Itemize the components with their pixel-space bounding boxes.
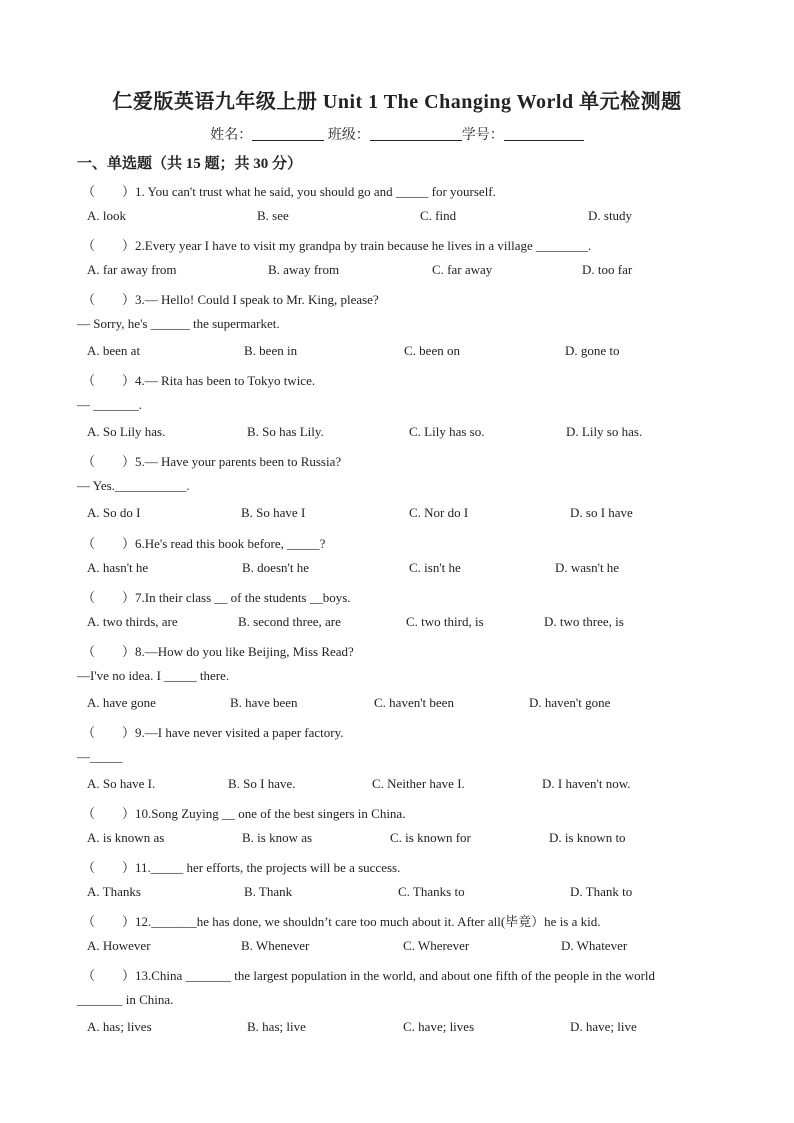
option-b[interactable]: B. been in <box>244 343 298 358</box>
question-stem: （ ）13.China _______ the largest population in the world, and about one fifth of the people in the world <box>82 965 655 984</box>
answer-paren[interactable]: （ <box>82 184 96 199</box>
question-stem: （ ）9.—I have never visited a paper factory. <box>82 722 344 741</box>
answer-paren[interactable]: （ <box>82 590 96 605</box>
option-c[interactable]: C. have; lives <box>403 1019 475 1034</box>
question-continuation: —I've no idea. I _____ there. <box>77 668 230 683</box>
option-a[interactable]: A. far away from <box>87 262 177 277</box>
option-d[interactable]: D. I haven't now. <box>542 776 631 791</box>
option-b[interactable]: B. So I have. <box>228 776 296 791</box>
option-d[interactable]: D. Thank to <box>570 884 633 899</box>
page-title: 仁爱版英语九年级上册 Unit 1 The Changing World 单元检测题 <box>112 91 682 113</box>
question-stem: （ ）8.—How do you like Beijing, Miss Read? <box>82 641 354 660</box>
option-b[interactable]: B. away from <box>268 262 340 277</box>
question-stem: （ ）11._____ her efforts, the projects will be a success. <box>82 857 400 876</box>
question-stem: （ ）12._______he has done, we shouldn’t care too much about it. After all(毕竟）he is a kid. <box>82 911 601 930</box>
question-continuation: — Sorry, he's ______ the supermarket. <box>77 316 280 331</box>
section-heading: 一、单选题（共 15 题；共 30 分） <box>77 156 303 172</box>
option-a[interactable]: A. However <box>87 938 151 953</box>
option-b[interactable]: B. see <box>257 208 289 223</box>
question-stem: （ ）2.Every year I have to visit my grandpa by train because he lives in a village ________. <box>82 235 591 254</box>
option-a[interactable]: A. So Lily has. <box>87 424 166 439</box>
option-d[interactable]: D. two three, is <box>544 614 624 629</box>
option-b[interactable]: B. have been <box>230 695 298 710</box>
option-b[interactable]: B. So have I <box>241 505 306 520</box>
name-label: 姓名： <box>210 128 253 143</box>
option-a[interactable]: A. have gone <box>87 695 156 710</box>
question-continuation: —_____ <box>77 749 123 764</box>
answer-paren[interactable]: （ <box>82 968 96 983</box>
answer-paren[interactable]: （ <box>82 292 96 307</box>
option-b[interactable]: B. So has Lily. <box>247 424 324 439</box>
option-b[interactable]: B. second three, are <box>238 614 341 629</box>
answer-paren[interactable]: （ <box>82 644 96 659</box>
option-a[interactable]: A. So do I <box>87 505 141 520</box>
answer-paren[interactable]: （ <box>82 860 96 875</box>
option-a[interactable]: A. Thanks <box>87 884 141 899</box>
question-continuation: _______ in China. <box>77 992 174 1007</box>
option-a[interactable]: A. hasn't he <box>87 560 149 575</box>
option-c[interactable]: C. two third, is <box>406 614 484 629</box>
answer-paren[interactable]: （ <box>82 536 96 551</box>
option-c[interactable]: C. far away <box>432 262 493 277</box>
option-c[interactable]: C. Wherever <box>403 938 470 953</box>
option-d[interactable]: D. too far <box>582 262 633 277</box>
answer-paren[interactable]: （ <box>82 238 96 253</box>
class-label: 班级： <box>327 128 370 143</box>
option-b[interactable]: B. Whenever <box>241 938 310 953</box>
option-d[interactable]: D. wasn't he <box>555 560 620 575</box>
question-stem: （ ）10.Song Zuying __ one of the best singers in China. <box>82 803 405 822</box>
option-a[interactable]: A. look <box>87 208 126 223</box>
option-d[interactable]: D. Lily so has. <box>566 424 643 439</box>
option-d[interactable]: D. Whatever <box>561 938 628 953</box>
answer-paren[interactable]: （ <box>82 725 96 740</box>
option-c[interactable]: C. isn't he <box>409 560 461 575</box>
option-c[interactable]: C. been on <box>404 343 460 358</box>
option-c[interactable]: C. Thanks to <box>398 884 465 899</box>
option-d[interactable]: D. have; live <box>570 1019 637 1034</box>
class-blank[interactable] <box>370 126 462 141</box>
question-stem: （ ）7.In their class __ of the students __boys. <box>82 587 351 606</box>
option-c[interactable]: C. Lily has so. <box>409 424 485 439</box>
option-d[interactable]: D. so I have <box>570 505 633 520</box>
question-stem: （ ）6.He's read this book before, _____? <box>82 533 325 552</box>
option-d[interactable]: D. study <box>588 208 633 223</box>
option-c[interactable]: C. is known for <box>390 830 471 845</box>
question-continuation: — Yes.___________. <box>77 478 190 493</box>
option-a[interactable]: A. So have I. <box>87 776 156 791</box>
question-stem: （ ）4.— Rita has been to Tokyo twice. <box>82 370 315 389</box>
question-stem: （ ）3.— Hello! Could I speak to Mr. King, please? <box>82 289 379 308</box>
answer-paren[interactable]: （ <box>82 914 96 929</box>
option-d[interactable]: D. is known to <box>549 830 626 845</box>
option-b[interactable]: B. doesn't he <box>242 560 309 575</box>
question-continuation: — _______. <box>77 397 142 412</box>
option-c[interactable]: C. find <box>420 208 457 223</box>
option-a[interactable]: A. two thirds, are <box>87 614 178 629</box>
name-blank[interactable] <box>252 126 324 141</box>
id-label: 学号： <box>461 128 504 143</box>
option-b[interactable]: B. Thank <box>244 884 293 899</box>
question-stem: （ ）5.— Have your parents been to Russia? <box>82 451 341 470</box>
id-blank[interactable] <box>504 126 584 141</box>
student-info <box>0 124 794 144</box>
option-d[interactable]: D. haven't gone <box>529 695 611 710</box>
option-a[interactable]: A. is known as <box>87 830 165 845</box>
option-c[interactable]: C. haven't been <box>374 695 454 710</box>
option-d[interactable]: D. gone to <box>565 343 620 358</box>
option-a[interactable]: A. has; lives <box>87 1019 152 1034</box>
option-b[interactable]: B. has; live <box>247 1019 306 1034</box>
answer-paren[interactable]: （ <box>82 373 96 388</box>
question-stem: （ ）1. You can't trust what he said, you should go and _____ for yourself. <box>82 181 496 200</box>
option-c[interactable]: C. Neither have I. <box>372 776 465 791</box>
answer-paren[interactable]: （ <box>82 806 96 821</box>
option-b[interactable]: B. is know as <box>242 830 313 845</box>
option-a[interactable]: A. been at <box>87 343 141 358</box>
option-c[interactable]: C. Nor do I <box>409 505 469 520</box>
answer-paren[interactable]: （ <box>82 454 96 469</box>
